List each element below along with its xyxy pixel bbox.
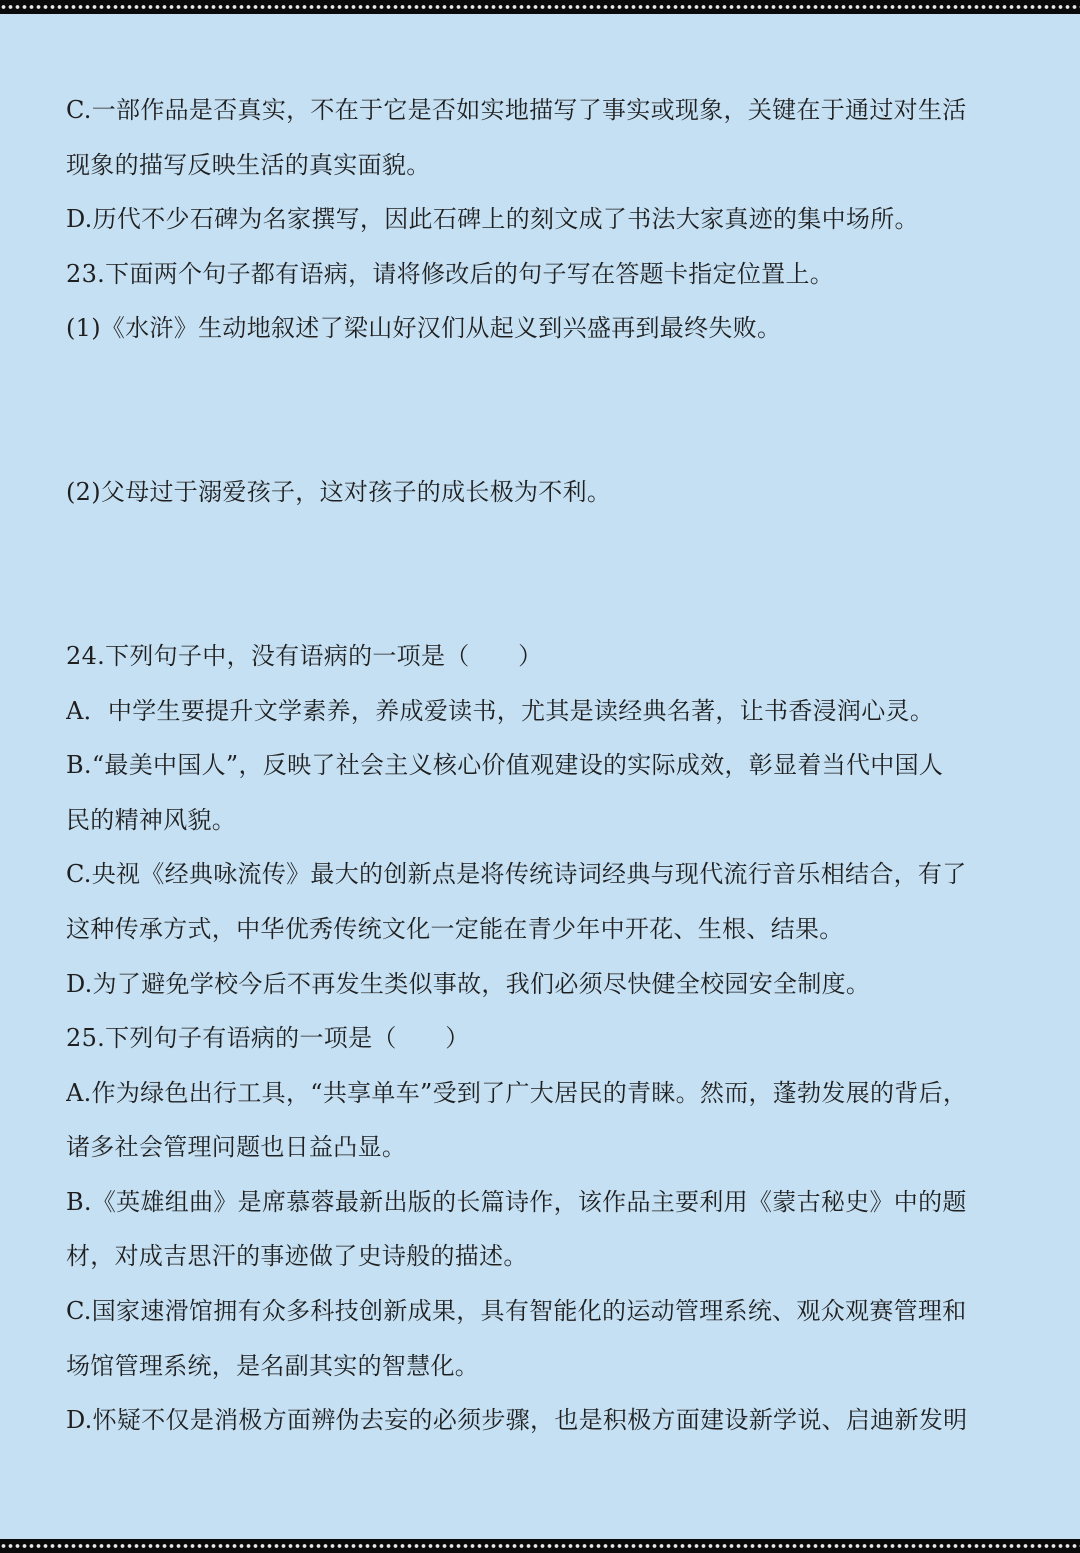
question-24-option-c-line-1: C.央视《经典咏流传》最大的创新点是将传统诗词经典与现代流行音乐相结合，有了 (66, 860, 967, 889)
answer-space-2 (66, 520, 1026, 629)
dotted-border-bottom (0, 1539, 1080, 1553)
document-body (66, 83, 1026, 1448)
question-25-option-a-line-1: A.作为绿色出行工具，“共享单车”受到了广大居民的青睐。然而，蓬勃发展的背后， (66, 1078, 968, 1107)
dotted-border-top (0, 0, 1080, 14)
question-24-option-b-line-2: 民的精神风貌。 (66, 805, 237, 834)
question-25-title: 25.下列句子有语病的一项是（ ） (66, 1024, 470, 1053)
question-25-option-b-line-2: 材，对成吉思汗的事迹做了史诗般的描述。 (66, 1242, 528, 1271)
question-24-option-d: D.为了避免学校今后不再发生类似事故，我们必须尽快健全校园安全制度。 (66, 969, 871, 998)
question-23-item-2: (2)父母过于溺爱孩子，这对孩子的成长极为不利。 (66, 478, 612, 507)
question-25-option-a-line-2: 诸多社会管理问题也日益凸显。 (66, 1133, 407, 1162)
question-24-title: 24.下列句子中，没有语病的一项是（ ） (66, 641, 543, 670)
question-25-option-b-line-1: B.《英雄组曲》是席慕蓉最新出版的长篇诗作，该作品主要利用《蒙古秘史》中的题 (66, 1187, 967, 1216)
answer-space-1 (66, 356, 1026, 465)
question-25-option-c-line-1: C.国家速滑馆拥有众多科技创新成果，具有智能化的运动管理系统、观众观赛管理和 (66, 1297, 967, 1326)
question-23-title: 23.下面两个句子都有语病，请将修改后的句子写在答题卡指定位置上。 (66, 259, 835, 288)
question-24-option-a: A．中学生要提升文学素养，养成爱读书，尤其是读经典名著，让书香浸润心灵。 (66, 696, 935, 725)
option-d-line: D.历代不少石碑为名家撰写，因此石碑上的刻文成了书法大家真迹的集中场所。 (66, 205, 919, 234)
question-25-option-d-line-1: D.怀疑不仅是消极方面辨伪去妄的必须步骤，也是积极方面建设新学说、启迪新发明 (66, 1406, 968, 1435)
document-page (0, 14, 1080, 1539)
question-24-option-c-line-2: 这种传承方式，中华优秀传统文化一定能在青少年中开花、生根、结果。 (66, 914, 844, 943)
question-24-option-b-line-1: B.“最美中国人”，反映了社会主义核心价值观建设的实际成效，彰显着当代中国人 (66, 751, 944, 780)
question-25-option-c-line-2: 场馆管理系统，是名副其实的智慧化。 (66, 1351, 480, 1380)
question-23-item-1: (1)《水浒》生动地叙述了梁山好汉们从起义到兴盛再到最终失败。 (66, 314, 782, 343)
option-c-line-2: 现象的描写反映生活的真实面貌。 (66, 150, 431, 179)
option-c-line-1: C.一部作品是否真实，不在于它是否如实地描写了事实或现象，关键在于通过对生活 (66, 96, 967, 124)
